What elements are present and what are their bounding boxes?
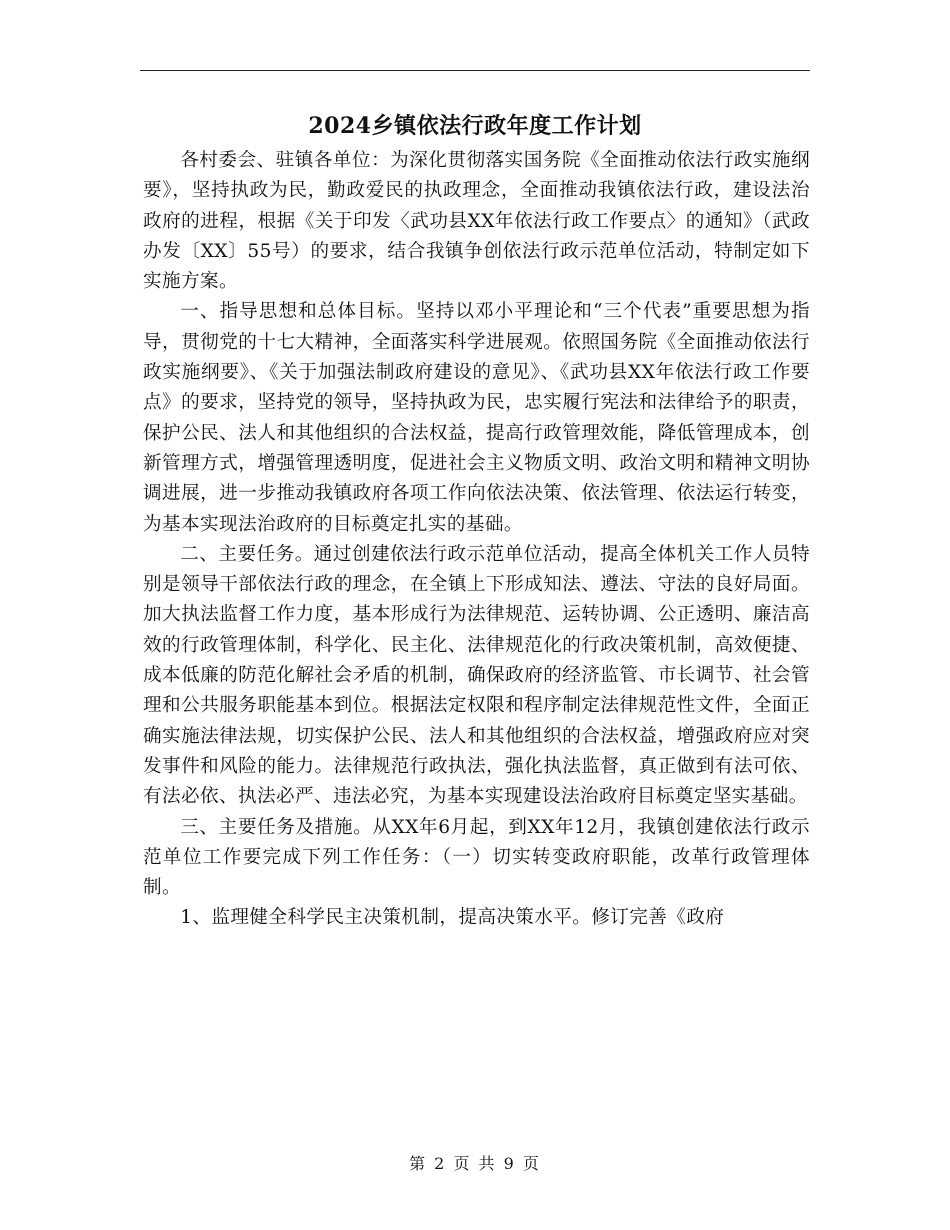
page-number: 第 2 页 共 9 页 (409, 1154, 541, 1173)
paragraph-tasks-measures: 三、主要任务及措施。从XX年6月起，到XX年12月，我镇创建依法行政示范单位工作要完成下列工作任务：（一）切实转变政府职能，改革行政管理体制。 (143, 816, 810, 899)
paragraph-guiding-ideology: 一、指导思想和总体目标。坚持以邓小平理论和“三个代表”重要思想为指导，贯彻党的十七大精神，全面落实科学进展观。依照国务院《全面推动依法行政实施纲要》、《关于加强法制政府建设的意见》、《武功县XX年依法行政工作要点》的要求，坚持党的领导，坚持执政为民，忠实履行宪法和法律给予的职责，保护公民、法人和其他组织的合法权益，提高行政管理效能，降低管理成本，创新管理方式，增强管理透明度，促进社会主义物质文明、政治文明和精神文明协调进展，进一步推动我镇政府各项工作向依法决策、依法管理、依法运行转变，为基本实现法治政府的目标奠定扎实的基础。 (143, 301, 810, 535)
document-body (143, 146, 810, 934)
paragraph-item-1: 1、监理健全科学民主决策机制，提高决策水平。修订完善《政府 (180, 907, 725, 929)
paragraph-intro: 各村委会、驻镇各单位：为深化贯彻落实国务院《全面推动依法行政实施纲要》，坚持执政为民，勤政爱民的执政理念，全面推动我镇依法行政，建设法治政府的进程，根据《关于印发〈武功县XX年依法行政工作要点〉的通知》（武政办发〔XX〕55号）的要求，结合我镇争创依法行政示范单位活动，特制定如下实施方案。 (143, 150, 810, 293)
paragraph-main-tasks: 二、主要任务。通过创建依法行政示范单位活动，提高全体机关工作人员特别是领导干部依法行政的理念，在全镇上下形成知法、遵法、守法的良好局面。加大执法监督工作力度，基本形成行为法律规范、运转协调、公正透明、廉洁高效的行政管理体制，科学化、民主化、法律规范化的行政决策机制，高效便捷、成本低廉的防范化解社会矛盾的机制，确保政府的经济监管、市长调节、社会管理和公共服务职能基本到位。根据法定权限和程序制定法律规范性文件，全面正确实施法律法规，切实保护公民、法人和其他组织的合法权益，增强政府应对突发事件和风险的能力。法律规范行政执法，强化执法监督，真正做到有法可依、有法必依、执法必严、违法必究，为基本实现建设法治政府目标奠定坚实基础。 (143, 543, 810, 808)
header-rule (140, 70, 810, 71)
document-title: 2024乡镇依法行政年度工作计划 (308, 113, 642, 139)
